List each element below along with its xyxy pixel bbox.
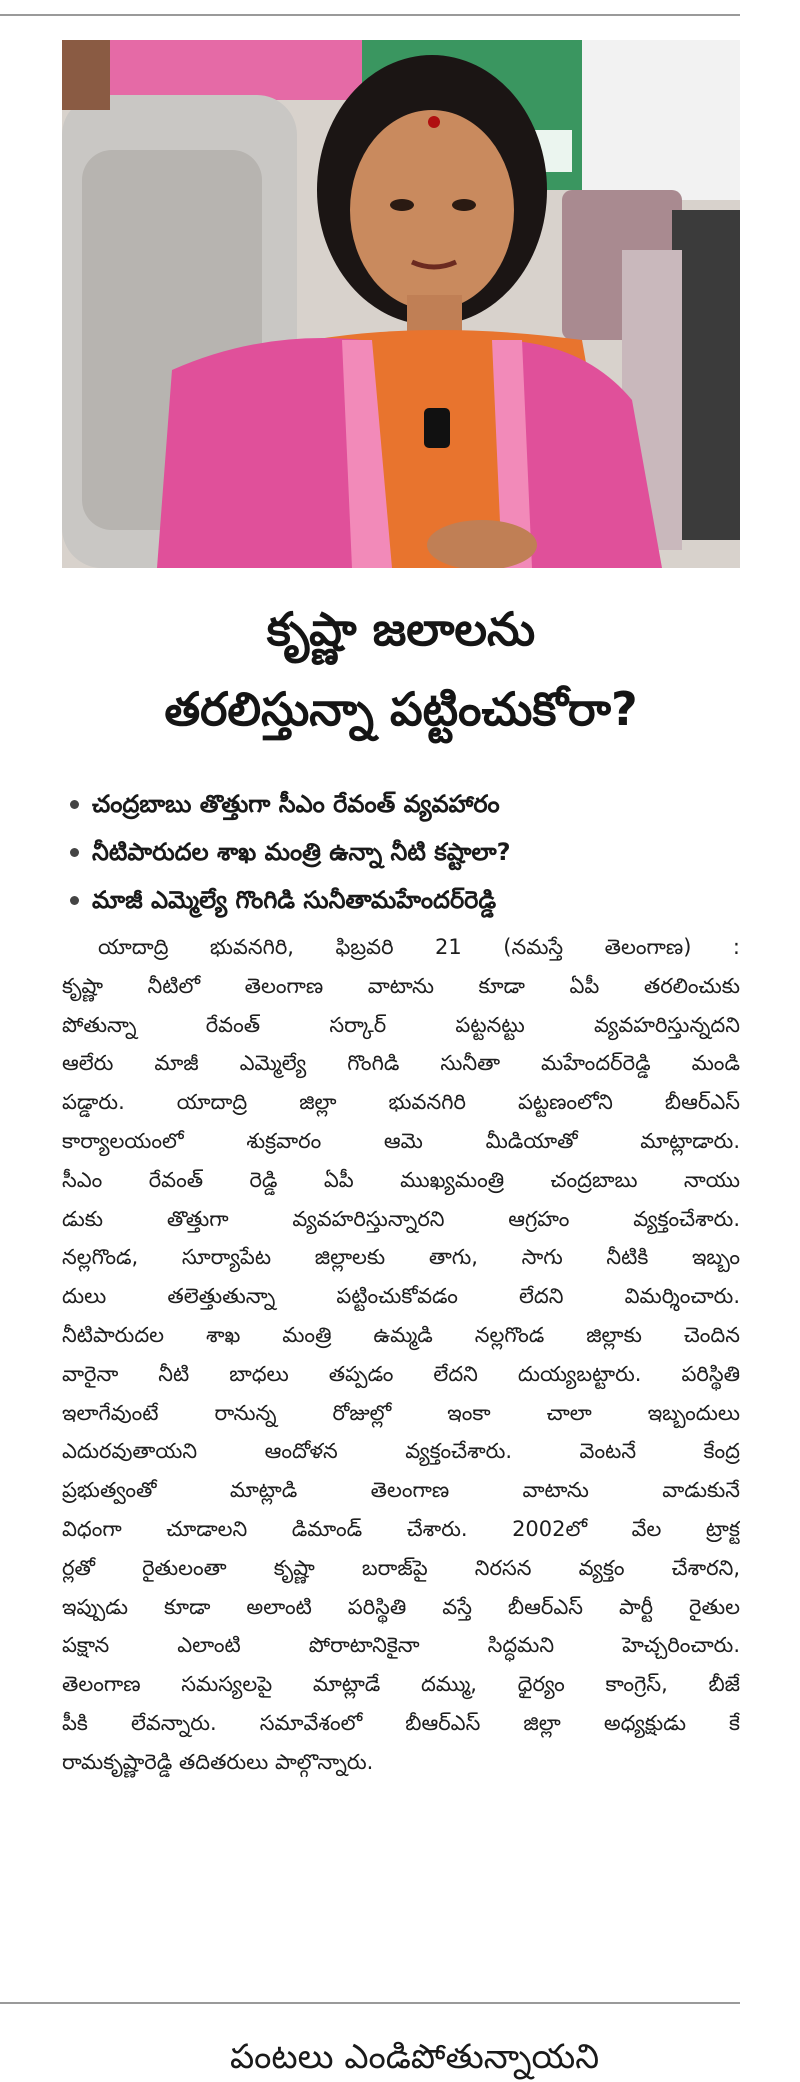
article-line: ర్లతో రైతులంతా కృష్ణా బరాజ్‌పై నిరసన వ్యక్తం చేశారని, [62, 1555, 740, 1580]
article-line: ఇప్పుడు కూడా అలాంటి పరిస్థితి వస్తే బీఆర్‌ఎస్ పార్టీ రైతుల [62, 1594, 740, 1619]
top-divider [0, 14, 740, 16]
article-line: డుకు తొత్తుగా వ్యవహరిస్తున్నారని ఆగ్రహం వ్యక్తంచేశారు. [62, 1206, 740, 1231]
bullet-dot-icon [70, 848, 79, 857]
article-line: పక్షాన ఎలాంటి పోరాటానికైనా సిద్ధమని హెచ్చరించారు. [62, 1633, 740, 1658]
article-line: సీఎం రేవంత్ రెడ్డి ఏపీ ముఖ్యమంత్రి చంద్రబాబు నాయు [62, 1167, 740, 1192]
bullet-text: నీటిపారుదల శాఖ మంత్రి ఉన్నా నీటి కష్టాలా? [92, 838, 511, 866]
article-line: రామకృష్ణారెడ్డి తదితరులు పాల్గొన్నారు. [62, 1749, 374, 1774]
bullet-item [66, 876, 746, 924]
bullet-text: చంద్రబాబు తొత్తుగా సీఎం రేవంత్ వ్యవహారం [92, 790, 500, 818]
headline-line-2: తరలిస్తున్నా పట్టించుకోరా? [164, 682, 638, 736]
article-line: దులు తలెత్తుతున్నా పట్టించుకోవడం లేదని విమర్శించారు. [62, 1284, 740, 1309]
article-line: వారైనా నీటి బాధలు తప్పడం లేదని దుయ్యబట్టారు. పరిస్థితి [62, 1361, 740, 1386]
article-line: ఇలాగేవుంటే రానున్న రోజుల్లో ఇంకా చాలా ఇబ్బందులు [62, 1400, 740, 1425]
article-line: పోతున్నా రేవంత్ సర్కార్ పట్టనట్టు వ్యవహరిస్తున్నదని [62, 1012, 740, 1037]
bullet-dot-icon [70, 896, 79, 905]
bottom-divider [0, 2002, 740, 2004]
article-line: విధంగా చూడాలని డిమాండ్ చేశారు. 2002లో వేల ట్రాక్ట [62, 1516, 740, 1541]
bullet-item [66, 828, 746, 876]
bullet-dot-icon [70, 800, 79, 809]
summary-bullets [66, 780, 746, 924]
article-line: నల్లగొండ, సూర్యాపేట జిల్లాలకు తాగు, సాగు నీటికి ఇబ్బం [62, 1245, 740, 1270]
article-line: ప్రభుత్వంతో మాట్లాడి తెలంగాణ వాటాను వాడుకునే [62, 1478, 740, 1503]
article-body [62, 928, 740, 1782]
article-line: నీటిపారుదల శాఖ మంత్రి ఉమ్మడి నల్లగొండ జిల్లాకు చెందిన [62, 1322, 740, 1347]
headline-line-1: కృష్ణా జలాలను [266, 602, 536, 656]
article-line: పీకి లేవన్నారు. సమావేశంలో బీఆర్‌ఎస్ జిల్లా అధ్యక్షుడు కే [62, 1710, 740, 1735]
bullet-item [66, 780, 746, 828]
article-line: కృష్ణా నీటిలో తెలంగాణ వాటాను కూడా ఏపీ తరలించుకు [62, 973, 740, 998]
article-line: తెలంగాణ సమస్యలపై మాట్లాడే దమ్ము, ధైర్యం కాంగ్రెస్, బీజే [62, 1672, 740, 1697]
article-line: ఎదురవుతాయని ఆందోళన వ్యక్తంచేశారు. వెంటనే కేంద్ర [62, 1439, 740, 1464]
next-article-headline: పంటలు ఎండిపోతున్నాయని [230, 2037, 600, 2077]
article-line: యాదాద్రి భువనగిరి, ఫిబ్రవరి 21 (నమస్తే తెలంగాణ) : [98, 935, 740, 959]
article-line: పడ్డారు. యాదాద్రి జిల్లా భువనగిరి పట్టణంలోని బీఆర్‌ఎస్ [62, 1090, 740, 1115]
bullet-text: మాజీ ఎమ్మెల్యే గొంగిడి సునీతామహేందర్‌రెడ్డి [92, 886, 497, 914]
article-line: ఆలేరు మాజీ ఎమ్మెల్యే గొంగిడి సునీతా మహేందర్‌రెడ్డి మండి [62, 1051, 740, 1076]
article-line: కార్యాలయంలో శుక్రవారం ఆమె మీడియాతో మాట్లాడారు. [62, 1128, 740, 1153]
news-photo [62, 40, 740, 568]
